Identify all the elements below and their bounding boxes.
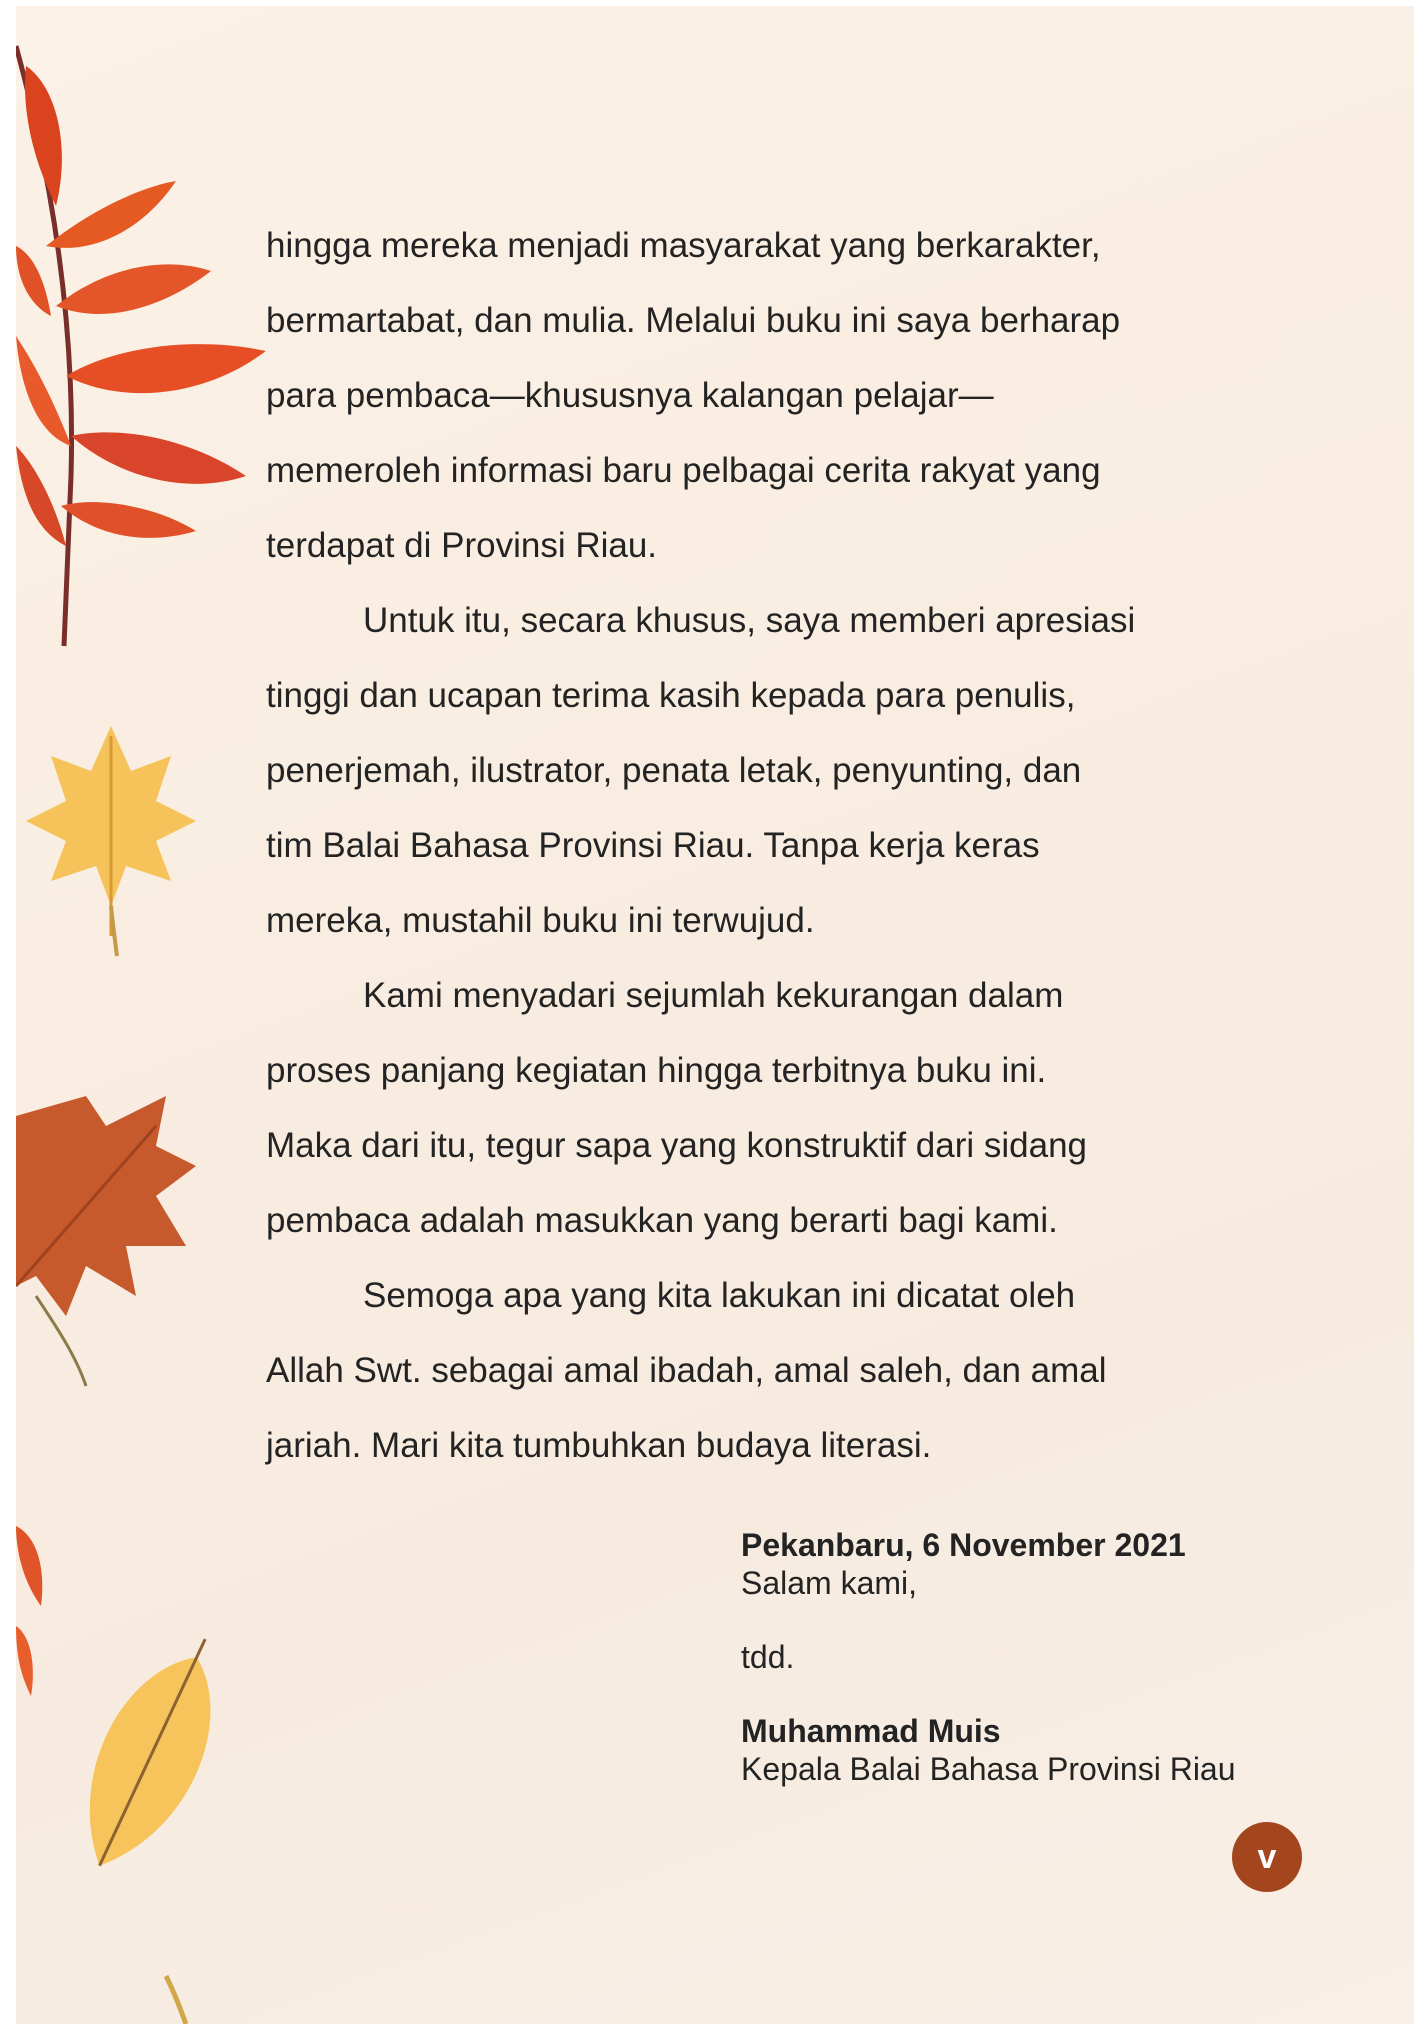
text-line: penerjemah, ilustrator, penata letak, penyunting, dan	[266, 751, 1082, 790]
text-line: terdapat di Provinsi Riau.	[266, 526, 658, 565]
paragraph	[266, 1258, 1266, 1483]
text-line: mereka, mustahil buku ini terwujud.	[266, 901, 815, 940]
autumn-leaves-decoration	[16, 6, 296, 2024]
paragraph	[266, 208, 1266, 583]
text-line: tim Balai Bahasa Provinsi Riau. Tanpa kerja keras	[266, 826, 1040, 865]
text-line: hingga mereka menjadi masyarakat yang berkarakter,	[266, 226, 1101, 265]
text-line: Maka dari itu, tegur sapa yang konstruktif dari sidang	[266, 1126, 1087, 1165]
signature-mark: tdd.	[741, 1639, 795, 1675]
book-page	[16, 6, 1414, 2024]
red-leaf-branch	[16, 46, 266, 646]
place-date: Pekanbaru, 6 November 2021	[741, 1527, 1186, 1563]
body-text	[266, 208, 1266, 1483]
text-line: Semoga apa yang kita lakukan ini dicatat oleh	[363, 1276, 1076, 1315]
brown-maple-leaf	[16, 1096, 196, 1386]
leaf-stem	[166, 1976, 186, 2024]
text-line: jariah. Mari kita tumbuhkan budaya literasi.	[266, 1426, 932, 1465]
greeting: Salam kami,	[741, 1565, 918, 1601]
closing-signature-block	[741, 1526, 1301, 1788]
text-line: Allah Swt. sebagai amal ibadah, amal saleh, dan amal	[266, 1351, 1107, 1390]
text-line: para pembaca—khususnya kalangan pelajar—	[266, 376, 994, 415]
text-line: memeroleh informasi baru pelbagai cerita rakyat yang	[266, 451, 1101, 490]
paragraph	[266, 583, 1266, 958]
page-number-badge: v	[1232, 1822, 1302, 1892]
signatory-name: Muhammad Muis	[741, 1713, 1001, 1749]
text-line: Untuk itu, secara khusus, saya memberi apresiasi	[363, 601, 1136, 640]
yellow-maple-leaf	[26, 726, 196, 956]
small-red-leaf	[16, 1526, 42, 1696]
text-line: pembaca adalah masukkan yang berarti bagi kami.	[266, 1201, 1058, 1240]
text-line: proses panjang kegiatan hingga terbitnya buku ini.	[266, 1051, 1047, 1090]
text-line: Kami menyadari sejumlah kekurangan dalam	[363, 976, 1064, 1015]
text-line: bermartabat, dan mulia. Melalui buku ini saya berharap	[266, 301, 1121, 340]
yellow-oval-leaf	[55, 1618, 249, 1886]
paragraph	[266, 958, 1266, 1258]
signatory-title: Kepala Balai Bahasa Provinsi Riau	[741, 1751, 1236, 1787]
text-line: tinggi dan ucapan terima kasih kepada para penulis,	[266, 676, 1076, 715]
